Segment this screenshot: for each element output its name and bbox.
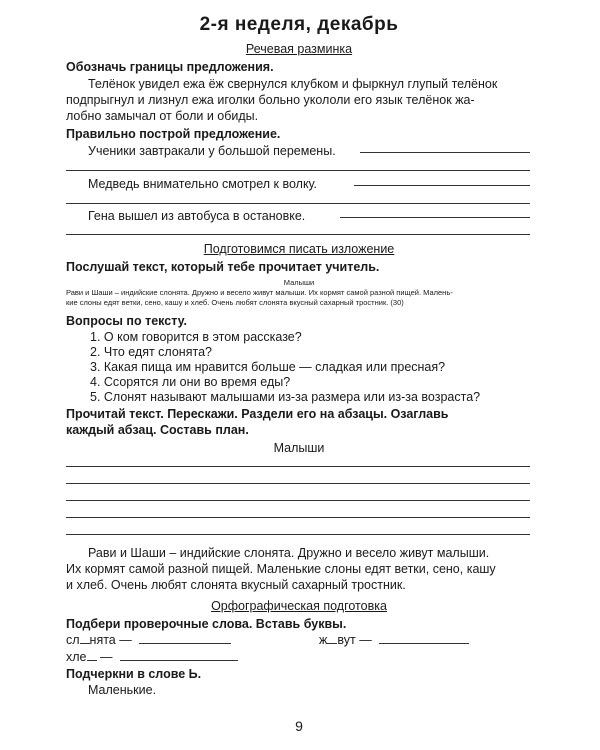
- task3-heading: Послушай текст, который тебе прочитает учитель.: [66, 260, 380, 274]
- answer-line[interactable]: [66, 203, 530, 204]
- page-title: 2-я неделя, декабрь: [199, 14, 399, 35]
- page-number: 9: [295, 718, 303, 734]
- answer-line[interactable]: [66, 466, 530, 467]
- question-item: 3. Какая пища им нравится больше — сладкая или пресная?: [90, 360, 446, 374]
- story-line-1: Рави и Шаши – индийские слонята. Дружно и весело живут малыши.: [88, 546, 490, 560]
- workbook-page: [64, 0, 534, 750]
- task1-heading: Обозначь границы предложения.: [66, 60, 274, 74]
- task2-sentence-1: Ученики завтракали у большой перемены.: [88, 144, 336, 158]
- teacher-text-line-2: кие слоны едят ветки, сено, кашу и хлеб. Очень любят слонята вкусный сахарный тростник. (30): [66, 298, 404, 307]
- task6-heading: Подбери проверочные слова. Вставь буквы.: [66, 617, 347, 631]
- answer-line[interactable]: [66, 234, 530, 235]
- answer-line[interactable]: [66, 170, 530, 171]
- task2-heading: Правильно построй предложение.: [66, 127, 281, 141]
- word-zhivut: ж вут —: [319, 632, 469, 648]
- questions-list: [90, 330, 480, 405]
- answer-line[interactable]: [360, 152, 530, 153]
- task5-heading-line-1: Прочитай текст. Перескажи. Раздели его на абзацы. Озаглавь: [66, 407, 449, 421]
- teacher-text-title: Малыши: [283, 278, 315, 287]
- word-slonyata: сл нята —: [66, 632, 231, 648]
- answer-line[interactable]: [354, 185, 530, 186]
- answer-line[interactable]: [66, 517, 530, 518]
- answer-line[interactable]: [66, 483, 530, 484]
- task2-sentence-2: Медведь внимательно смотрел к волку.: [88, 177, 318, 191]
- task7-word[interactable]: Маленькие.: [88, 683, 157, 697]
- task1-line-2: подпрыгнул и лизнул ежа иголки больно укололи его язык телёнок жа-: [66, 93, 475, 107]
- task7-heading: Подчеркни в слове Ь.: [66, 667, 202, 681]
- story-line-2: Их кормят самой разной пищей. Маленькие слоны едят ветки, сено, кашу: [66, 562, 496, 576]
- question-item: 4. Ссорятся ли они во время еды?: [90, 375, 291, 389]
- task1-line-3: лобно замычал от боли и обиды.: [66, 109, 259, 123]
- question-item: 5. Слонят называют малышами из-за размера или из-за возраста?: [90, 390, 481, 404]
- task1-line-1: Телёнок увидел ежа ёж свернулся клубком и фыркнул глупый телёнок: [88, 77, 498, 91]
- task5-heading-line-2: каждый абзац. Составь план.: [66, 423, 249, 437]
- answer-line[interactable]: [66, 500, 530, 501]
- answer-blank[interactable]: [379, 632, 469, 644]
- task2-sentence-3: Гена вышел из автобуса в остановке.: [88, 209, 306, 223]
- section-warmup: Речевая разминка: [245, 42, 353, 56]
- letter-blank[interactable]: [327, 632, 337, 644]
- question-item: 1. О ком говорится в этом рассказе?: [90, 330, 302, 344]
- teacher-text-line-1: Рави и Шаши – индийские слонята. Дружно и весело живут малыши. Их кормят самой разной пищей. Малень-: [66, 288, 453, 297]
- story-title: Малыши: [273, 441, 325, 455]
- section-spelling: Орфографическая подготовка: [211, 599, 387, 613]
- letter-blank[interactable]: [87, 649, 97, 661]
- task4-heading: Вопросы по тексту.: [66, 314, 187, 328]
- answer-blank[interactable]: [120, 649, 238, 661]
- answer-line[interactable]: [66, 534, 530, 535]
- story-line-3: и хлеб. Очень любят слонята вкусный сахарный тростник.: [66, 578, 406, 592]
- letter-blank[interactable]: [80, 632, 90, 644]
- word-hleb: хле —: [66, 649, 238, 665]
- answer-line[interactable]: [340, 217, 530, 218]
- question-item: 2. Что едят слонята?: [90, 345, 212, 359]
- answer-blank[interactable]: [139, 632, 231, 644]
- section-prepare: Подготовимся писать изложение: [203, 242, 395, 256]
